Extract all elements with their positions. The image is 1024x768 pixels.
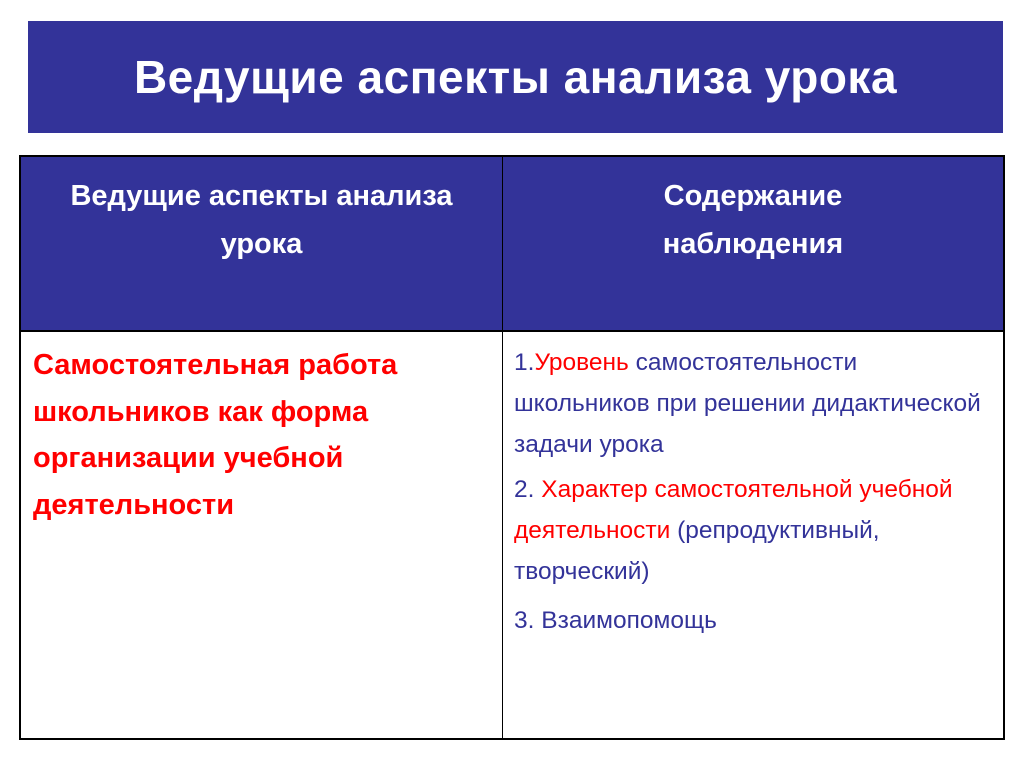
- item-text: (репродуктивный, творческий): [514, 517, 880, 585]
- analysis-table: [19, 155, 1005, 740]
- item-text: самостоятельности школьников при решении дидактической задачи урока: [514, 349, 981, 458]
- item-text: Взаимопомощь: [541, 607, 717, 634]
- slide-title: Ведущие аспекты анализа урока: [133, 51, 898, 103]
- item-highlight: Характер самостоятельной учебной деятельности: [514, 476, 953, 544]
- table-header-aspects: Ведущие аспекты анализа урока: [21, 157, 503, 332]
- aspect-text: Самостоятельная работа школьников как форма организации учебной деятельности: [33, 349, 398, 521]
- slide-title-bar: [28, 21, 1003, 133]
- item-number: 1.: [514, 349, 535, 376]
- observation-cell: [503, 332, 1003, 738]
- aspect-cell: [21, 332, 503, 738]
- item-highlight: Уровень: [534, 349, 629, 376]
- table-header-observation: Содержание наблюдения: [503, 157, 1003, 332]
- observation-item-1: [514, 342, 997, 465]
- observation-item-3: [514, 600, 997, 641]
- item-number: 2.: [514, 476, 542, 503]
- observation-item-2: [514, 469, 997, 592]
- item-number: 3.: [514, 607, 542, 634]
